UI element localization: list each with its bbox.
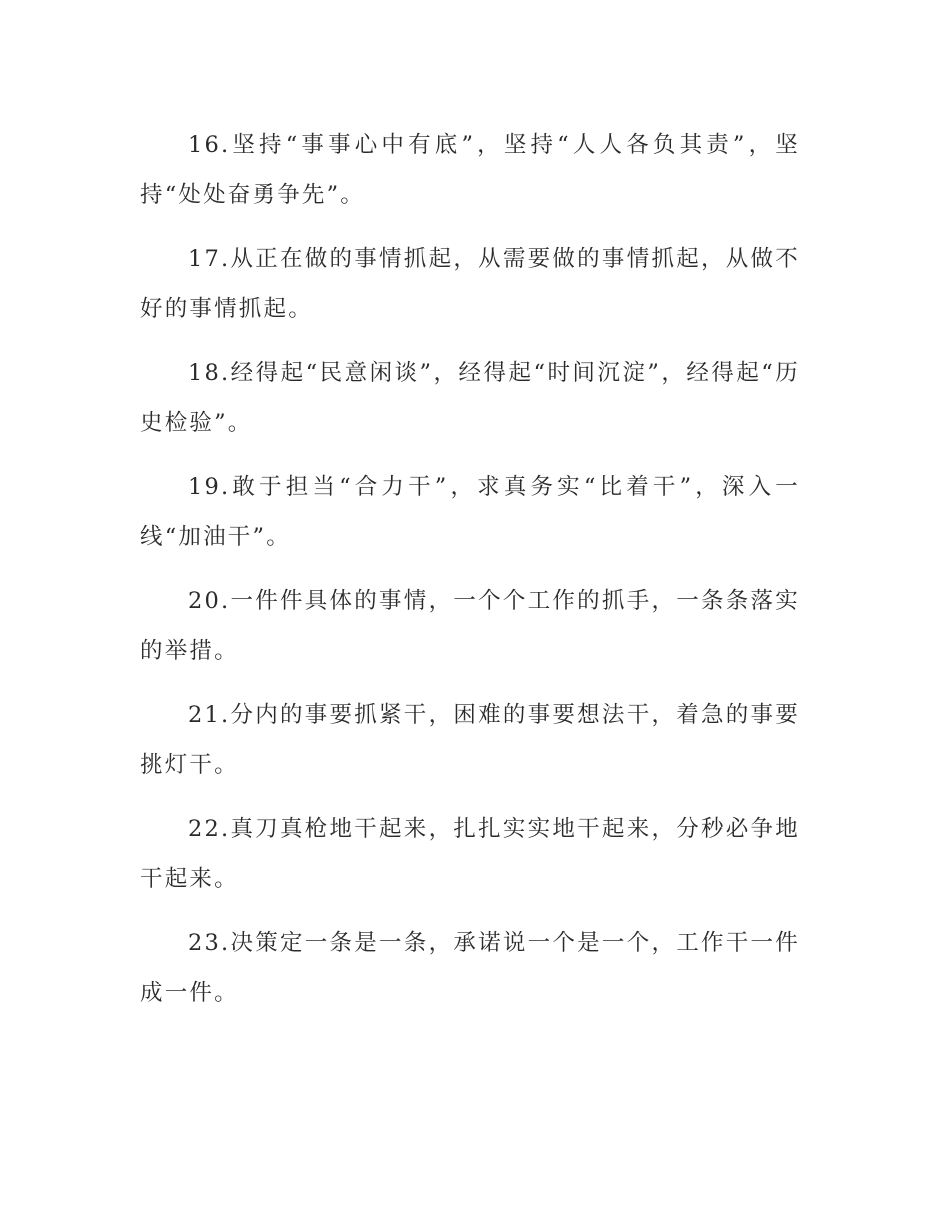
- document-body: [140, 120, 800, 1032]
- paragraph-21: 21.分内的事要抓紧干，困难的事要想法干，着急的事要挑灯干。: [140, 702, 800, 778]
- paragraph-17: 17.从正在做的事情抓起，从需要做的事情抓起，从做不好的事情抓起。: [140, 246, 800, 322]
- paragraph-22: 22.真刀真枪地干起来，扎扎实实地干起来，分秒必争地干起来。: [140, 816, 800, 892]
- paragraph-16: 16.坚持“事事心中有底”，坚持“人人各负其责”，坚持“处处奋勇争先”。: [140, 132, 800, 208]
- paragraph-20: 20.一件件具体的事情，一个个工作的抓手，一条条落实的举措。: [140, 588, 800, 664]
- paragraph-18: 18.经得起“民意闲谈”，经得起“时间沉淀”，经得起“历史检验”。: [140, 360, 800, 436]
- paragraph-19: 19.敢于担当“合力干”，求真务实“比着干”，深入一线“加油干”。: [140, 474, 800, 550]
- paragraph-23: 23.决策定一条是一条，承诺说一个是一个，工作干一件成一件。: [140, 930, 800, 1006]
